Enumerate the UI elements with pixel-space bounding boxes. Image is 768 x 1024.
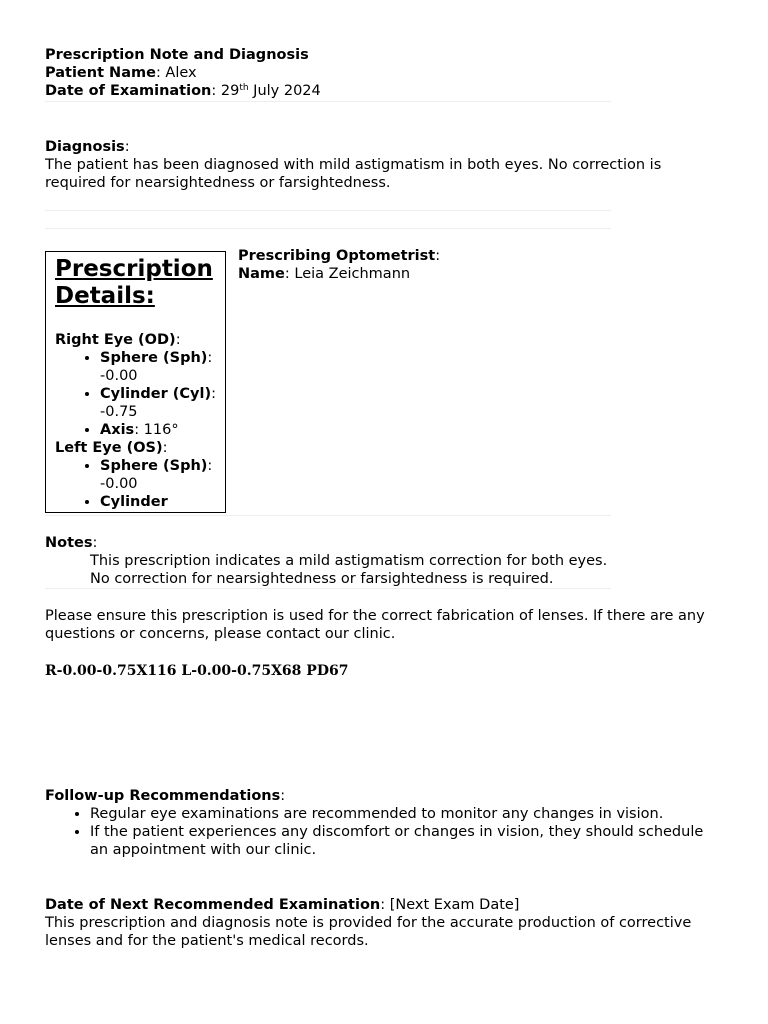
optometrist-heading: Prescribing Optometrist:	[238, 248, 441, 264]
document-title: Prescription Note and Diagnosis	[45, 47, 309, 63]
divider	[45, 101, 611, 102]
followup-list	[45, 805, 725, 859]
next-exam-line: Date of Next Recommended Examination: [Next Exam Date]	[45, 897, 520, 913]
followup-heading: Follow-up Recommendations:	[45, 788, 286, 804]
divider	[45, 515, 611, 516]
diagnosis-section	[45, 138, 725, 192]
notes-line: No correction for nearsightedness or farsightedness is required.	[90, 571, 554, 587]
optometrist-section	[238, 247, 618, 283]
notes-section	[45, 534, 725, 588]
next-exam-section	[45, 896, 735, 950]
exam-date-ordinal: th	[239, 83, 249, 93]
exam-date-day: : 29	[211, 83, 240, 99]
list-item: • Sphere (Sph): -0.00	[100, 457, 225, 493]
list-item: • If the patient experiences any discomfort or changes in vision, they should schedule an appointment with our clinic.	[90, 823, 725, 859]
divider	[45, 210, 611, 211]
prescription-details-box	[45, 251, 226, 513]
list-item: • Sphere (Sph): -0.00	[100, 349, 225, 385]
prescription-code: R-0.00-0.75X116 L-0.00-0.75X68 PD67	[45, 663, 349, 679]
exam-date-line	[45, 82, 645, 100]
exam-date-month-year: July 2024	[248, 83, 321, 99]
notes-heading: Notes:	[45, 535, 98, 551]
divider	[45, 588, 611, 589]
list-item: • Cylinder	[100, 493, 225, 511]
exam-date-label: Date of Examination	[45, 83, 212, 99]
right-eye-heading: Right Eye (OD):	[55, 332, 181, 348]
diagnosis-text: The patient has been diagnosed with mild astigmatism in both eyes. No correction is required for nearsightedness or farsightedness.	[45, 157, 662, 191]
diagnosis-heading: Diagnosis:	[45, 139, 130, 155]
patient-name-value: : Alex	[155, 65, 197, 81]
optometrist-name-line: Name: Leia Zeichmann	[238, 266, 411, 282]
right-eye-list	[55, 349, 225, 439]
list-item: • Regular eye examinations are recommended to monitor any changes in vision.	[90, 805, 725, 823]
list-item: • Axis: 116°	[100, 421, 225, 439]
list-item: • Cylinder (Cyl): -0.75	[100, 385, 225, 421]
divider	[45, 228, 611, 229]
left-eye-list	[55, 457, 225, 511]
document-header	[45, 46, 645, 100]
notes-line: This prescription indicates a mild astigmatism correction for both eyes.	[90, 553, 608, 569]
patient-name-line	[45, 64, 645, 82]
fabrication-note: Please ensure this prescription is used for the correct fabrication of lenses. If there are any questions or concerns, please contact our clinic.	[45, 608, 705, 642]
prescription-details-title: Prescription Details:	[55, 256, 213, 309]
followup-section	[45, 787, 725, 859]
left-eye-heading: Left Eye (OS):	[55, 440, 168, 456]
footer-text: This prescription and diagnosis note is provided for the accurate production of corrective lenses and for the patient's medical records.	[45, 915, 692, 949]
patient-name-label: Patient Name	[45, 65, 156, 81]
